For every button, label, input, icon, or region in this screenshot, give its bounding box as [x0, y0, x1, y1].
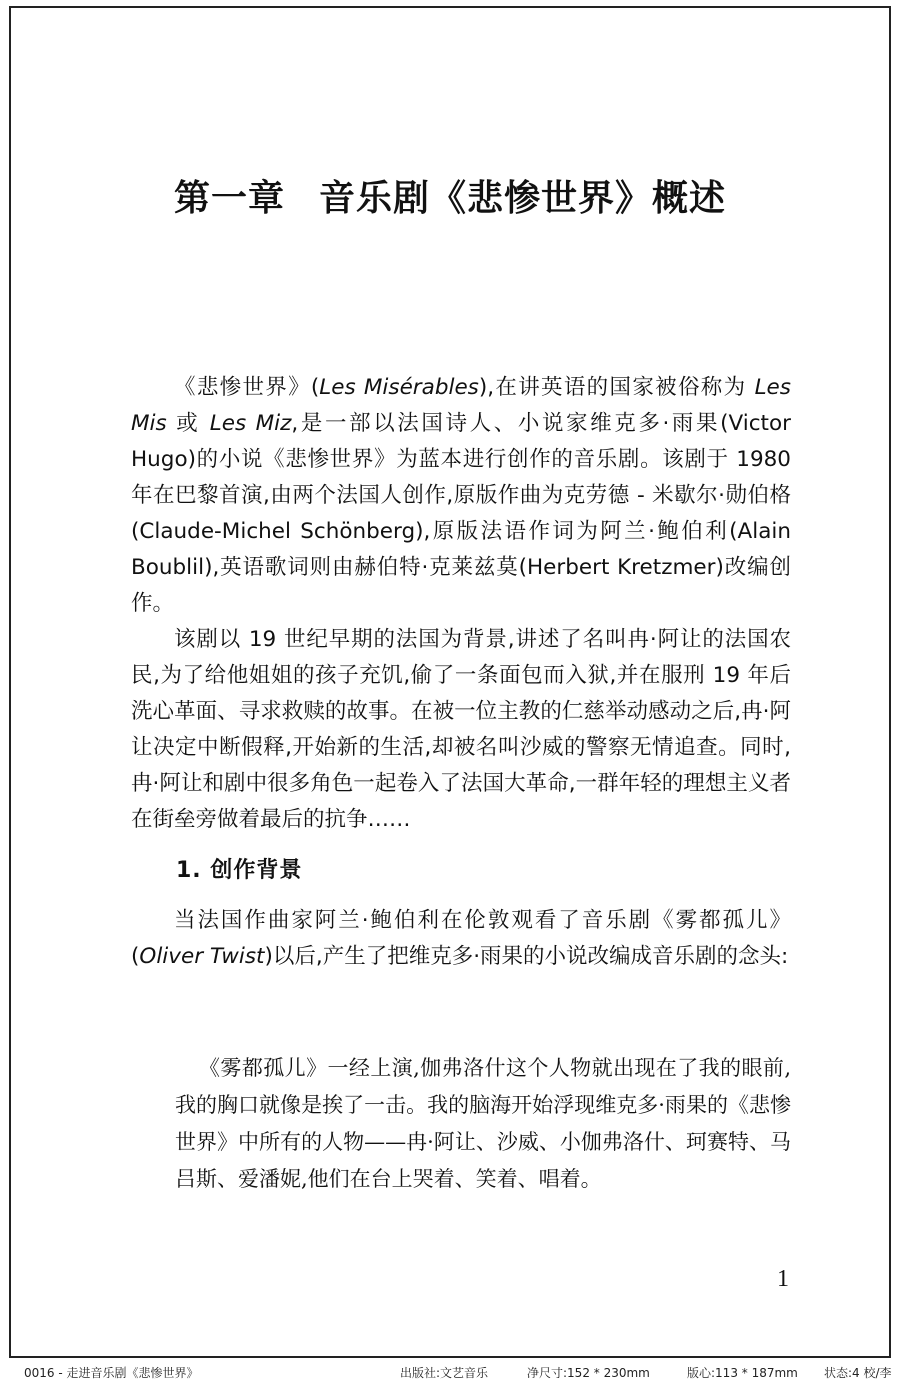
footer-type-area: 版心:113 * 187mm: [687, 1366, 798, 1380]
text-run: ,是一部以法国诗人、小说家维克多·雨果(Victor Hugo)的小说《悲惨世界》为蓝本进行创作的音乐剧。该剧于 1980 年在巴黎首演,由两个法国人创作,原版作曲为克劳德 - 米歇尔·勋伯格(Claude-Michel Schönberg),原版法语作词为阿兰·鲍伯利(Alain Boublil),英语歌词则由赫伯特·克莱兹莫(Herbert Kretzmer)改编创作。: [131, 411, 791, 616]
footer-code-title: 0016 - 走进音乐剧《悲惨世界》: [24, 1366, 199, 1380]
title-english-italic: Oliver Twist: [139, 944, 265, 969]
paragraph-intro-1: [131, 370, 791, 622]
text-run: 或: [176, 411, 201, 436]
text-run: )以后,产生了把维克多·雨果的小说改编成音乐剧的念头:: [264, 944, 789, 969]
footer-net-size: 净尺寸:152 * 230mm: [527, 1366, 650, 1380]
paragraph-section-1: [131, 903, 791, 975]
chapter-title: [0, 170, 900, 221]
print-footer: [24, 1364, 890, 1380]
section-text: [131, 903, 791, 975]
block-quote: 《雾都孤儿》一经上演,伽弗洛什这个人物就出现在了我的眼前,我的胸口就像是挨了一击。我的脑海开始浮现维克多·雨果的《悲惨世界》中所有的人物——冉·阿让、沙威、小伽弗洛什、珂赛特、马吕斯、爱潘妮,他们在台上哭着、笑着、唱着。: [175, 1056, 791, 1191]
page-number: 1: [777, 1266, 789, 1292]
text-run: 当法国作曲家阿兰·鲍伯利在伦敦观看了音乐剧《雾都孤儿》(: [131, 908, 791, 969]
intro-text: [131, 370, 791, 838]
section-heading: 1. 创作背景: [176, 858, 303, 883]
nickname-italic: Les Mis: [131, 375, 791, 436]
text-run: 《悲惨世界》(: [174, 375, 320, 400]
paragraph-intro-2: 该剧以 19 世纪早期的法国为背景,讲述了名叫冉·阿让的法国农民,为了给他姐姐的孩子充饥,偷了一条面包而入狱,并在服刑 19 年后洗心革面、寻求救赎的故事。在被一位主教的仁慈举动感动之后,冉·阿让决定中断假释,开始新的生活,却被名叫沙威的警察无情追查。同时,冉·阿让和剧中很多角色一起卷入了法国大革命,一群年轻的理想主义者在街垒旁做着最后的抗争……: [131, 627, 791, 832]
chapter-label: 第一章: [173, 177, 285, 219]
footer-publisher: 出版社:文艺音乐: [400, 1366, 489, 1380]
nickname-italic: Les Miz: [209, 411, 292, 436]
title-english-italic: Les Misérables: [319, 375, 479, 400]
footer-status: 状态:4 校/李: [824, 1366, 892, 1380]
text-run: ),在讲英语的国家被俗称为: [478, 375, 747, 400]
chapter-name: 音乐剧《悲惨世界》概述: [319, 177, 727, 219]
